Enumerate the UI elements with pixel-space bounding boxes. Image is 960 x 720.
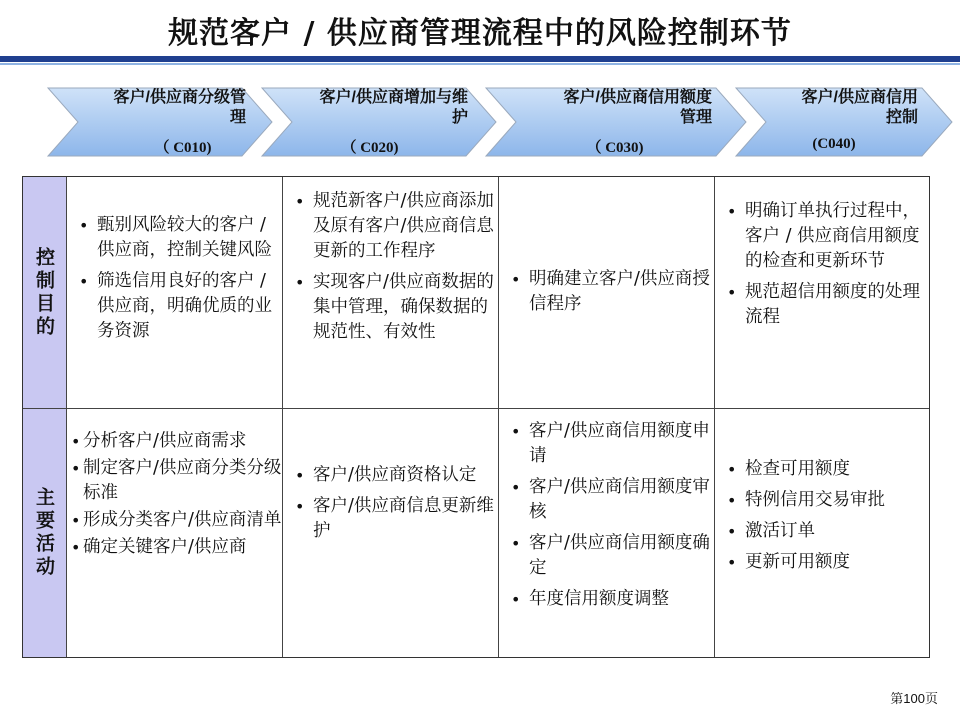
list-item: • 规范超信用额度的处理流程 [715,280,929,330]
objectives-c010-list [67,213,282,344]
step-3 [518,86,712,156]
list-item: • 客户/供应商信用额度申请 [499,419,714,469]
title-rule [0,56,960,62]
step-3-code: （ C030) [586,140,644,156]
list-item: • 实现客户/供应商数据的集中管理，确保数据的规范性、有效性 [283,270,498,345]
objectives-c010-cell [67,177,283,409]
activities-c020-list [283,463,498,544]
step-1-name: 客户/供应商分级管 理 [113,89,246,126]
page-title: 规范客户 / 供应商管理流程中的风险控制环节 [168,16,792,51]
list-item: • 客户/供应商信息更新维护 [283,494,498,544]
risk-control-table [22,176,930,658]
objectives-c040-cell [715,177,929,409]
list-item: • 明确订单执行过程中，客户 / 供应商信用额度的检查和更新环节 [715,199,929,274]
step-2 [292,86,468,156]
list-item: • 年度信用额度调整 [499,587,714,612]
list-item: • 激活订单 [715,519,929,544]
list-item: • 规范新客户/供应商添加及原有客户/供应商信息更新的工作程序 [283,189,498,264]
title-rule-light [0,63,960,65]
row-header-activities: 主要活动 [23,409,67,657]
list-item: • 分析客户/供应商需求 [67,429,282,454]
activities-c040-cell [715,409,929,657]
list-item: • 客户/供应商资格认定 [283,463,498,488]
list-item: • 更新可用额度 [715,550,929,575]
step-4 [770,86,918,156]
objectives-c030-list [499,267,714,317]
list-item: • 甄别风险较大的客户 / 供应商，控制关键风险 [67,213,282,263]
objectives-c030-cell [499,177,715,409]
step-4-code: (C040) [812,136,856,152]
activities-c030-list [499,419,714,612]
row-header-objectives: 控制目的 [23,177,67,409]
step-1 [80,86,246,156]
list-item: • 形成分类客户/供应商清单 [67,508,282,533]
list-item: • 特例信用交易审批 [715,488,929,513]
objectives-c020-list [283,189,498,345]
list-item: • 客户/供应商信用额度审核 [499,475,714,525]
step-4-name: 客户/供应商信用 控制 [801,89,918,126]
activities-c020-cell [283,409,499,657]
list-item: • 检查可用额度 [715,457,929,482]
step-3-name: 客户/供应商信用额度 管理 [563,89,712,126]
activities-c010-list [67,429,282,560]
step-1-code: （ C010) [154,140,212,156]
list-item: • 确定关键客户/供应商 [67,535,282,560]
list-item: • 明确建立客户/供应商授信程序 [499,267,714,317]
activities-c040-list [715,457,929,575]
step-2-name: 客户/供应商增加与维 护 [319,89,468,126]
list-item: • 客户/供应商信用额度确定 [499,531,714,581]
list-item: • 筛选信用良好的客户 / 供应商，明确优质的业务资源 [67,269,282,344]
step-2-code: （ C020) [341,140,399,156]
list-item: • 制定客户/供应商分类分级标准 [67,456,282,506]
activities-c010-cell [67,409,283,657]
process-steps [0,82,960,162]
page-number: 第100页 [890,691,938,706]
objectives-c040-list [715,199,929,330]
activities-c030-cell [499,409,715,657]
objectives-c020-cell [283,177,499,409]
